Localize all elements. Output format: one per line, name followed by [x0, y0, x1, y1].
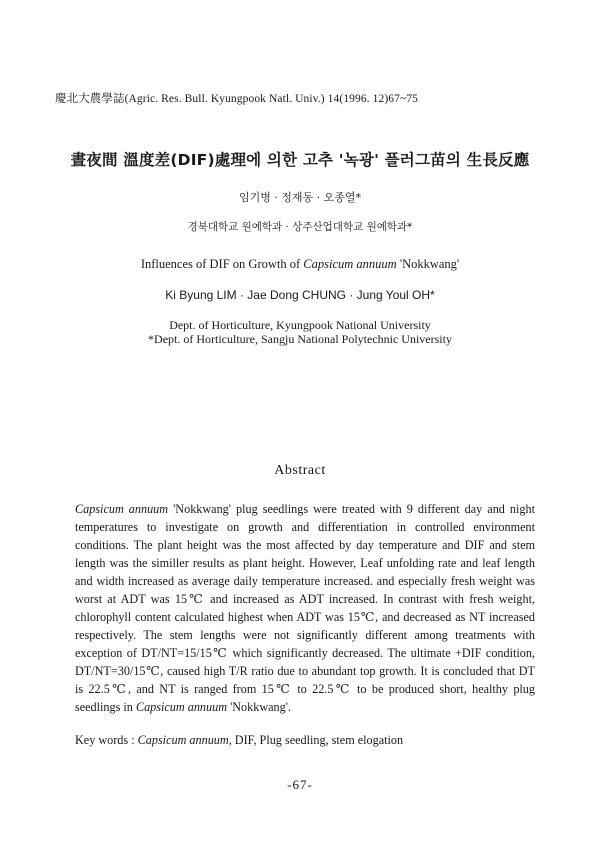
- abstract-heading: Abstract: [274, 463, 326, 478]
- abstract-text: 'Nokkwang' plug seedlings were treated with 9 different day and night temperatures to investigate on growth and differentiation in controlled environment conditions. The plant height was the most affected by day temperature and DIF and stem length was the similler results as plant height. However, Leaf unfolding rate and leaf length and width increased as average daily temperature increased. and especially fresh weight was worst at ADT was 15℃ and increased as ADT increased. In contrast with fresh weight, chlorophyll content calculated highest when ADT was 15℃, and decreased as NT increased respectively. The stem lengths were not significantly different among treatments with exception of DT/NT=15/15℃ which significantly decreased. The ultimate +DIF condition, DT/NT=30/15℃, caused high T/R ratio due to abundant top growth. It is concluded that DT is 22.5℃, and NT is ranged from 15℃ to 22.5℃ to be produced short, healthy plug seedlings in: [75, 502, 535, 714]
- title-english: [0, 257, 600, 272]
- abstract-body: [75, 500, 535, 716]
- affiliation-english-2: *Dept. of Horticulture, Sangju National Polytechnic University: [148, 332, 452, 346]
- affiliations-english: [0, 318, 600, 346]
- authors-korean: 임기병 · 정재동 · 오종열*: [238, 191, 362, 204]
- journal-citation: 慶北大農學誌(Agric. Res. Bull. Kyungpook Natl. Univ.) 14(1996. 12)67~75: [55, 93, 419, 105]
- page-number: -67-: [287, 777, 313, 792]
- keywords-rest: , DIF, Plug seedling, stem elogation: [228, 733, 404, 747]
- abstract-species-start: Capsicum annuum: [75, 502, 169, 516]
- title-korean: 晝夜間 溫度差(DIF)處理에 의한 고추 '녹광' 플러그苗의 生長反應: [70, 151, 530, 169]
- abstract-species-end: Capsicum annuum: [135, 700, 228, 714]
- keywords-label: Key words :: [75, 733, 138, 747]
- title-english-suffix: 'Nokkwang': [396, 257, 460, 271]
- title-english-prefix: Influences of DIF on Growth of: [140, 257, 304, 271]
- affiliation-english-1: Dept. of Horticulture, Kyungpook National University: [169, 318, 431, 332]
- title-english-species: Capsicum annuum: [303, 257, 397, 271]
- affiliation-korean: 경북대학교 원예학과 · 상주산업대학교 원예학과*: [187, 221, 413, 233]
- keywords-species: Capsicum annuum: [137, 733, 229, 747]
- authors-english: Ki Byung LIM · Jae Dong CHUNG · Jung Youl OH*: [165, 288, 435, 302]
- keywords: [75, 733, 403, 748]
- abstract-text-end: 'Nokkwang'.: [227, 700, 291, 714]
